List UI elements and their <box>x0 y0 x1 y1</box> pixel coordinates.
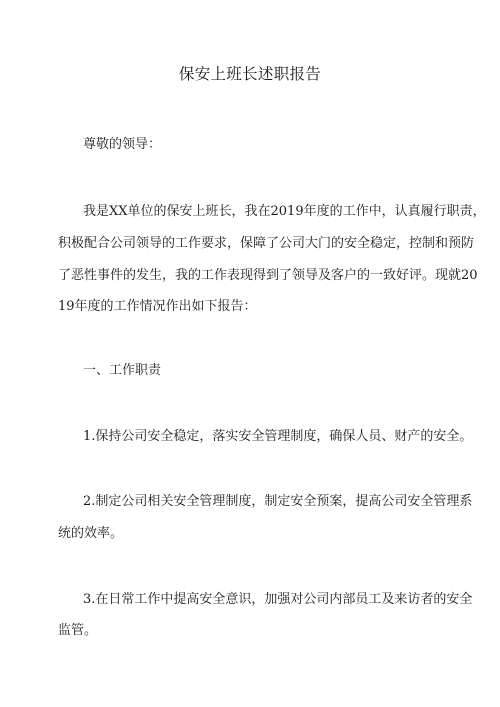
item-2-line-2: 统的效率。 <box>58 526 124 541</box>
intro-line-4: 19年度的工作情况作出如下报告： <box>58 299 257 314</box>
section-heading: 一、工作职责 <box>83 363 162 378</box>
item-1-line-1: 1.保持公司安全稳定，落实安全管理制度，确保人员、财产的安全。 <box>83 429 473 444</box>
intro-line-1: 我是XX单位的保安上班长，我在2019年度的工作中，认真履行职责， <box>83 204 486 219</box>
item-3-line-2: 监管。 <box>58 623 98 638</box>
document-title: 保安上班长述职报告 <box>178 65 322 83</box>
salutation: 尊敬的领导： <box>83 137 162 152</box>
item-2-line-1: 2.制定公司相关安全管理制度，制定安全预案，提高公司安全管理系 <box>83 494 473 509</box>
intro-line-2: 积极配合公司领导的工作要求，保障了公司大门的安全稳定，控制和预防 <box>58 236 475 251</box>
item-3-line-1: 3.在日常工作中提高安全意识，加强对公司内部员工及来访者的安全 <box>83 592 473 607</box>
intro-line-3: 了恶性事件的发生，我的工作表现得到了领导及客户的一致好评。现就20 <box>58 268 478 283</box>
